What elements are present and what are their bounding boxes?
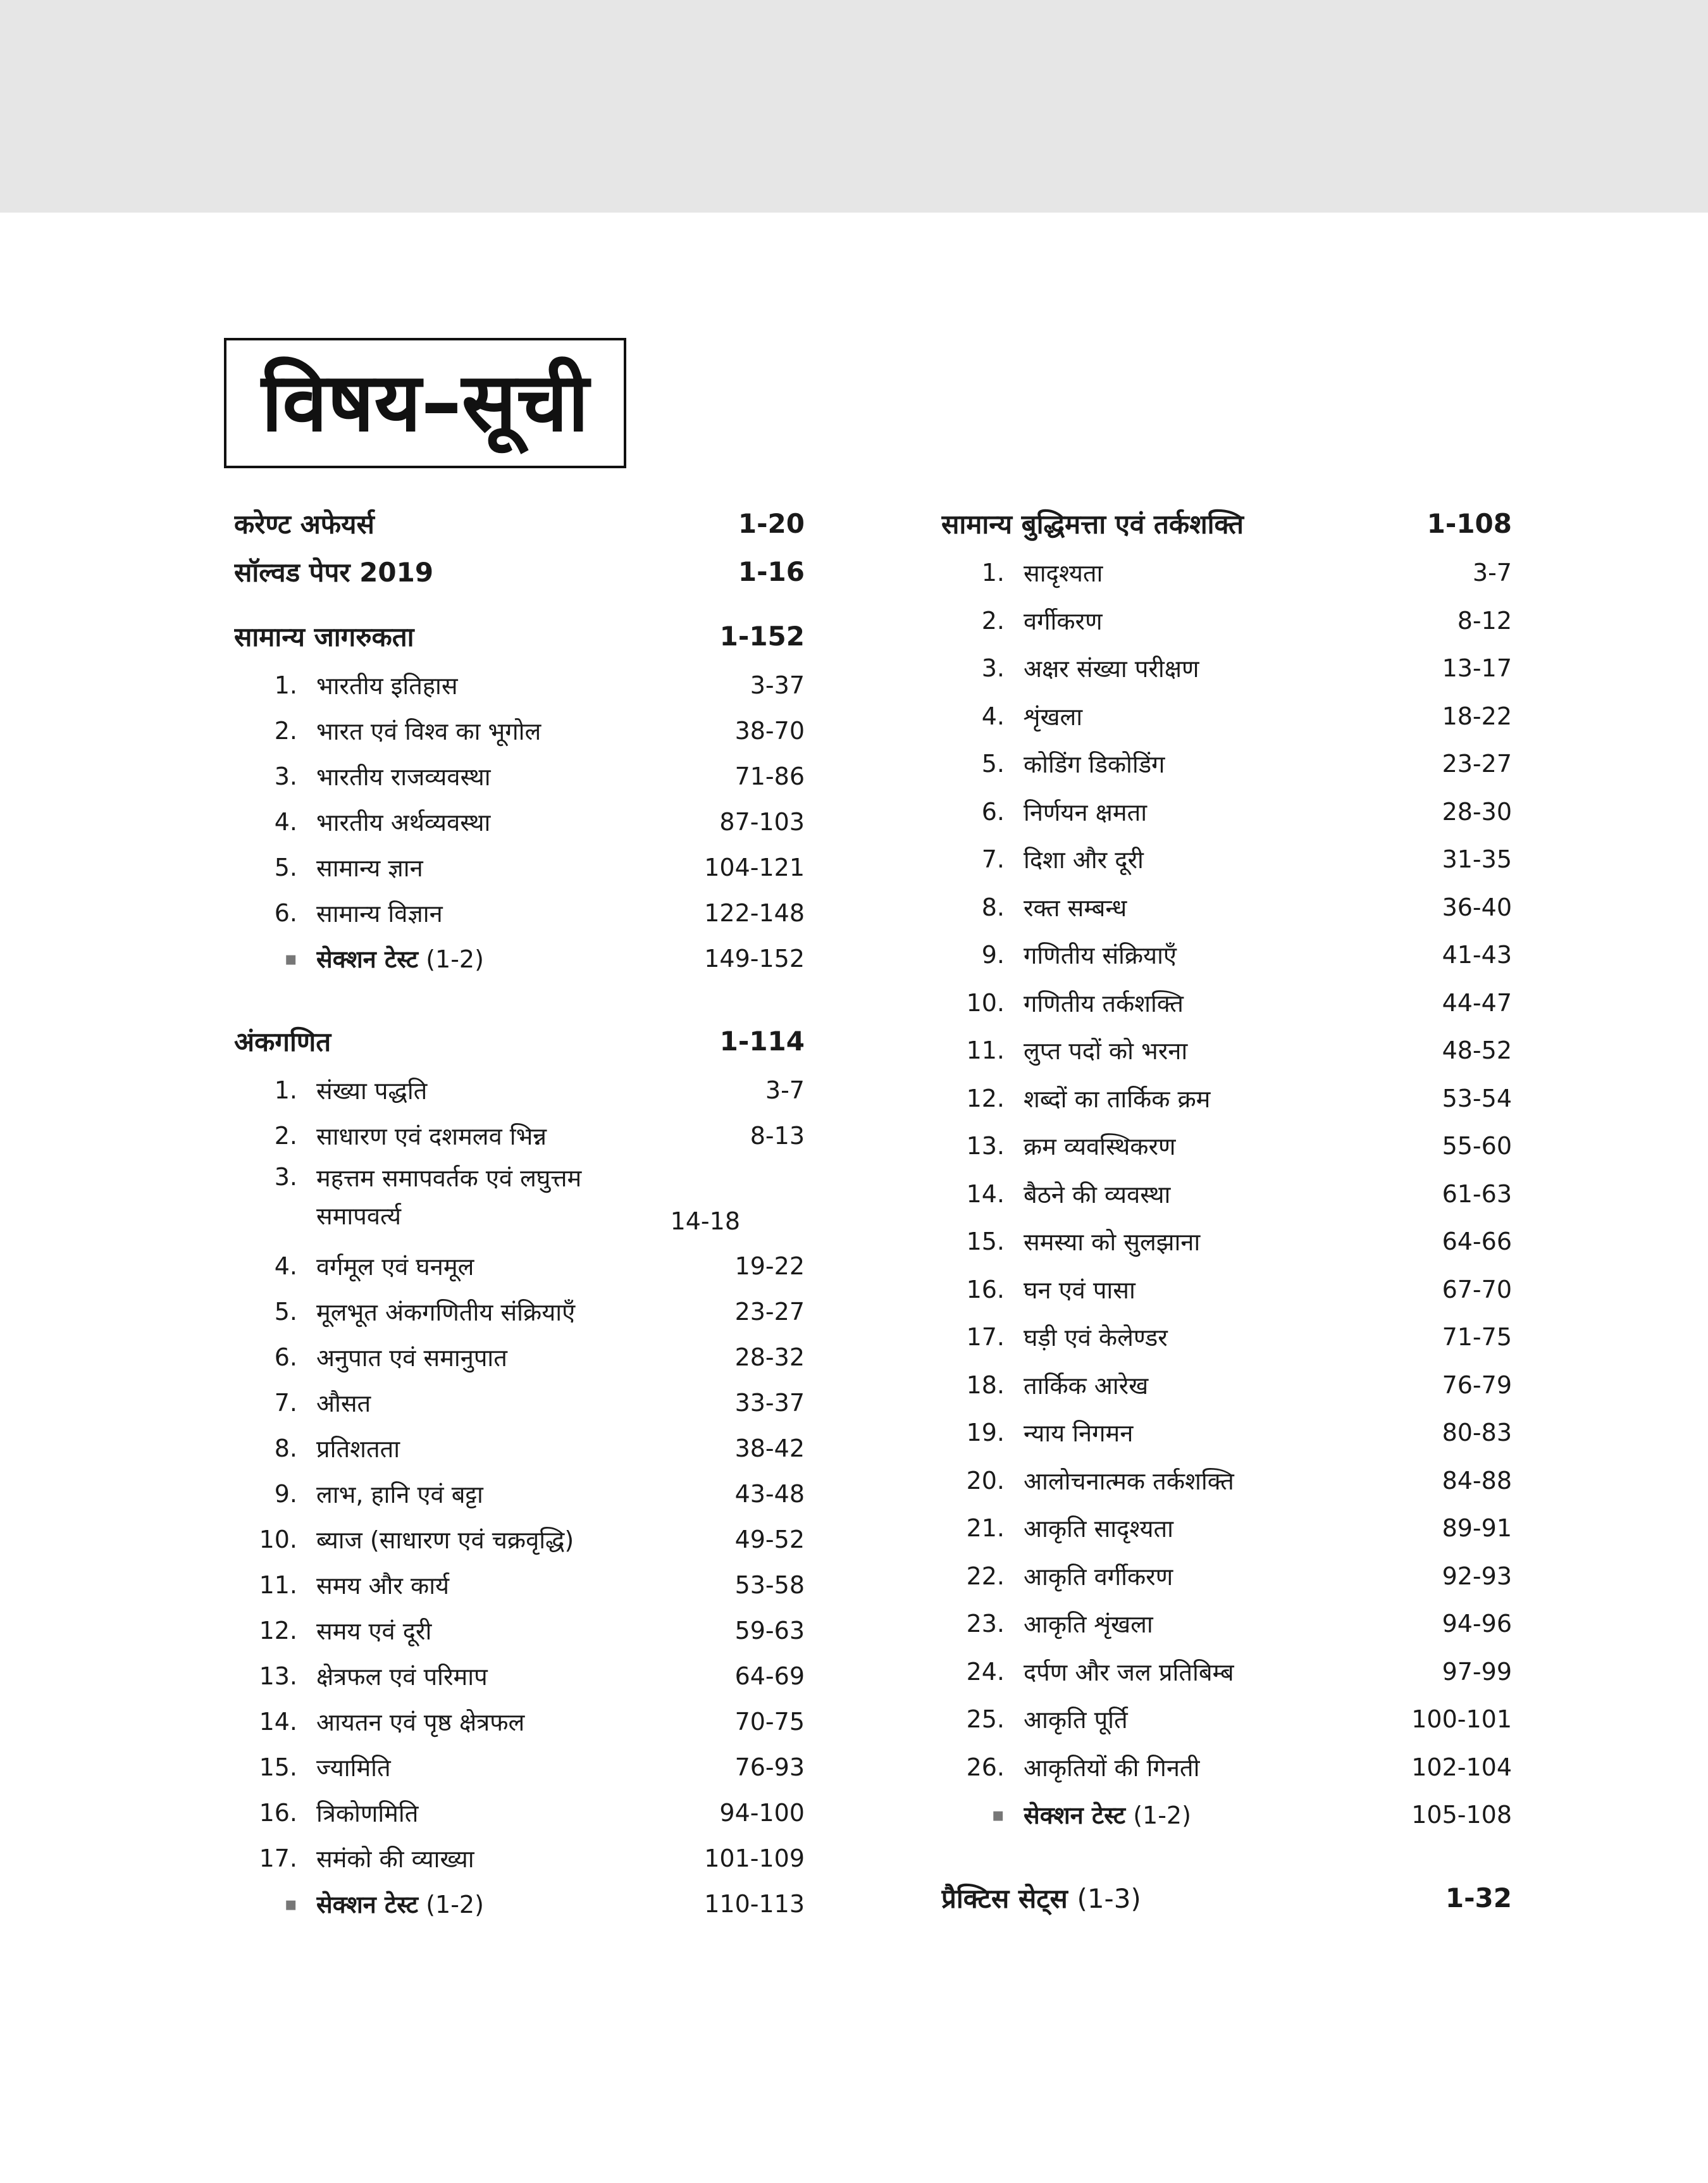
toc-item[interactable]: 6. अनुपात एवं समानुपात 28-32 <box>274 1343 805 1372</box>
toc-entry[interactable]: सॉल्वड पेपर 2019 1-16 <box>234 556 805 588</box>
toc-item[interactable]: 1. संख्या पद्धति 3-7 <box>274 1076 805 1105</box>
header-band <box>0 0 1708 213</box>
toc-item[interactable]: 24. दर्पण और जल प्रतिबिम्ब 97-99 <box>966 1658 1512 1686</box>
toc-item[interactable]: 12. समय एवं दूरी 59-63 <box>259 1617 805 1645</box>
toc-item[interactable]: 18. तार्किक आरेख 76-79 <box>966 1371 1512 1400</box>
toc-item[interactable]: 3. अक्षर संख्या परीक्षण 13-17 <box>981 654 1512 683</box>
practice-sets-entry[interactable]: प्रैक्टिस सेट्स (1-3) 1-32 <box>941 1882 1512 1914</box>
toc-item[interactable]: 15. ज्यामिति 76-93 <box>259 1753 805 1782</box>
page-title-box <box>224 338 626 468</box>
toc-item[interactable]: 8. रक्त सम्बन्ध 36-40 <box>981 893 1512 922</box>
toc-item[interactable]: 16. घन एवं पासा 67-70 <box>966 1276 1512 1304</box>
section-test-item[interactable]: ▪ सेक्शन टेस्ट (1-2) 110-113 <box>234 1882 805 1926</box>
toc-item[interactable]: 20. आलोचनात्मक तर्कशक्ति 84-88 <box>966 1467 1512 1495</box>
toc-item[interactable]: 15. समस्या को सुलझाना 64-66 <box>966 1228 1512 1256</box>
toc-item[interactable]: 17. समंको की व्याख्या 101-109 <box>259 1844 805 1873</box>
toc-item[interactable]: 7. औसत 33-37 <box>274 1389 805 1417</box>
toc-item[interactable]: 13. क्रम व्यवस्थिकरण 55-60 <box>966 1132 1512 1160</box>
bullet-icon: ▪ <box>991 1803 1005 1826</box>
toc-item[interactable]: 4. भारतीय अर्थव्यवस्था 87-103 <box>274 808 805 837</box>
section-heading[interactable]: अंकगणित 1-114 <box>234 1025 805 1057</box>
toc-item[interactable]: 22. आकृति वर्गीकरण 92-93 <box>966 1562 1512 1591</box>
section-test-item[interactable]: ▪ सेक्शन टेस्ट (1-2) 105-108 <box>941 1793 1512 1837</box>
section-test-item[interactable]: ▪ सेक्शन टेस्ट (1-2) 149-152 <box>234 936 805 981</box>
toc-item[interactable]: 26. आकृतियों की गिनती 102-104 <box>966 1753 1512 1782</box>
toc-item[interactable]: 4. वर्गमूल एवं घनमूल 19-22 <box>274 1252 805 1281</box>
toc-item[interactable]: 17. घड़ी एवं केलेण्डर 71-75 <box>966 1323 1512 1352</box>
toc-item[interactable]: 25. आकृति पूर्ति 100-101 <box>966 1705 1512 1734</box>
page-title: विषय–सूची <box>261 356 589 450</box>
toc-item[interactable]: 8. प्रतिशतता 38-42 <box>274 1434 805 1463</box>
toc-item[interactable]: 14. आयतन एवं पृष्ठ क्षेत्रफल 70-75 <box>259 1708 805 1736</box>
toc-item[interactable]: 6. सामान्य विज्ञान 122-148 <box>274 899 805 928</box>
toc-item[interactable]: 10. गणितीय तर्कशक्ति 44-47 <box>966 989 1512 1017</box>
toc-item[interactable]: 3. महत्तम समापवर्तक एवं लघुत्तम समापवर्त्य 14-18 <box>274 1163 740 1235</box>
toc-item[interactable]: 1. भारतीय इतिहास 3-37 <box>274 671 805 700</box>
toc-item[interactable]: 11. लुप्त पदों को भरना 48-52 <box>966 1036 1512 1065</box>
toc-item[interactable]: 1. सादृश्यता 3-7 <box>981 559 1512 587</box>
toc-item[interactable]: 11. समय और कार्य 53-58 <box>259 1571 805 1600</box>
bullet-icon: ▪ <box>284 1893 297 1915</box>
toc-item[interactable]: 13. क्षेत्रफल एवं परिमाप 64-69 <box>259 1662 805 1691</box>
toc-item[interactable]: 7. दिशा और दूरी 31-35 <box>981 845 1512 874</box>
toc-item[interactable]: 16. त्रिकोणमिति 94-100 <box>259 1799 805 1827</box>
toc-item[interactable]: 23. आकृति शृंखला 94-96 <box>966 1610 1512 1638</box>
toc-item[interactable]: 6. निर्णयन क्षमता 28-30 <box>981 798 1512 826</box>
toc-item[interactable]: 5. मूलभूत अंकगणितीय संक्रियाएँ 23-27 <box>274 1298 805 1326</box>
toc-item[interactable]: 21. आकृति सादृश्यता 89-91 <box>966 1514 1512 1543</box>
toc-item[interactable]: 14. बैठने की व्यवस्था 61-63 <box>966 1180 1512 1209</box>
toc-item[interactable]: 5. कोडिंग डिकोडिंग 23-27 <box>981 750 1512 778</box>
section-heading[interactable]: सामान्य जागरुकता 1-152 <box>234 620 805 652</box>
toc-item[interactable]: 3. भारतीय राजव्यवस्था 71-86 <box>274 762 805 791</box>
bullet-icon: ▪ <box>284 947 297 970</box>
toc-item[interactable]: 10. ब्याज (साधारण एवं चक्रवृद्धि) 49-52 <box>259 1526 805 1554</box>
toc-item[interactable]: 9. लाभ, हानि एवं बट्टा 43-48 <box>274 1480 805 1508</box>
toc-item[interactable]: 4. शृंखला 18-22 <box>981 702 1512 731</box>
toc-item[interactable]: 5. सामान्य ज्ञान 104-121 <box>274 854 805 882</box>
toc-item[interactable]: 19. न्याय निगमन 80-83 <box>966 1419 1512 1447</box>
section-heading[interactable]: सामान्य बुद्धिमत्ता एवं तर्कशक्ति 1-108 <box>941 507 1512 540</box>
toc-entry[interactable]: करेण्ट अफेयर्स 1-20 <box>234 507 805 540</box>
toc-item[interactable]: 2. भारत एवं विश्व का भूगोल 38-70 <box>274 717 805 745</box>
toc-item[interactable]: 2. वर्गीकरण 8-12 <box>981 607 1512 635</box>
toc-item[interactable]: 9. गणितीय संक्रियाएँ 41-43 <box>981 941 1512 969</box>
toc-item[interactable]: 2. साधारण एवं दशमलव भिन्न 8-13 <box>274 1122 805 1150</box>
toc-item[interactable]: 12. शब्दों का तार्किक क्रम 53-54 <box>966 1085 1512 1113</box>
